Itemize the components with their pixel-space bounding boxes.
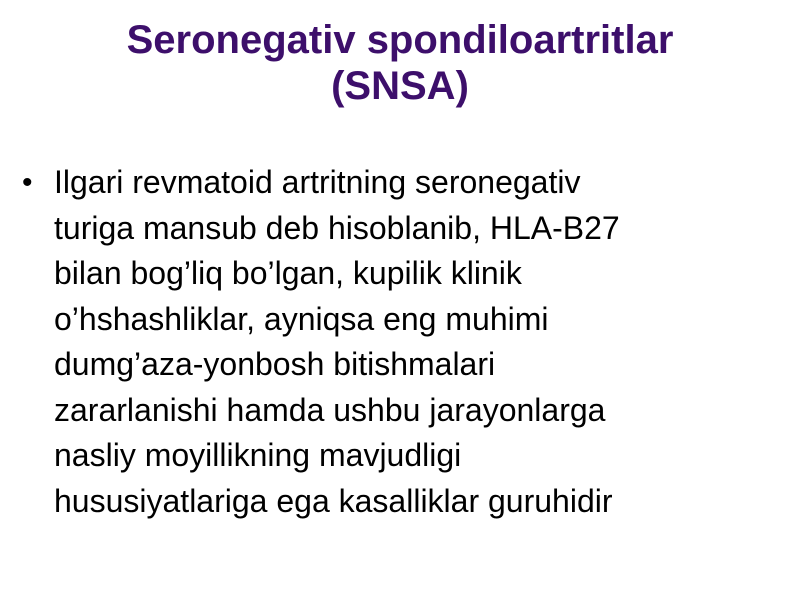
slide-title: [0, 17, 800, 109]
bullet-text-line: turiga mansub deb hisoblanib, HLA-B27: [54, 209, 620, 246]
bullet-text-line: Ilgari revmatoid artritning seronegativ: [54, 164, 581, 200]
bullet-text-line: zararlanishi hamda ushbu jarayonlarga: [54, 391, 606, 428]
bullet-text-line: hususiyatlariga ega kasalliklar guruhidir: [54, 482, 613, 519]
bullet-text-line: o’hshashliklar, ayniqsa eng muhimi: [54, 300, 549, 337]
bullet-text: [54, 160, 774, 524]
bullet-text-line: bilan bog’liq bo’lgan, kupilik klinik: [54, 255, 522, 291]
bullet-text-line: nasliy moyillikning mavjudligi: [54, 437, 462, 473]
slide-title-line: (SNSA): [331, 64, 469, 108]
slide-title-line: Seronegativ spondiloartritlar: [126, 18, 674, 62]
bullet-icon: •: [22, 166, 33, 199]
bullet-text-line: dumg’aza-yonbosh bitishmalari: [54, 346, 496, 382]
